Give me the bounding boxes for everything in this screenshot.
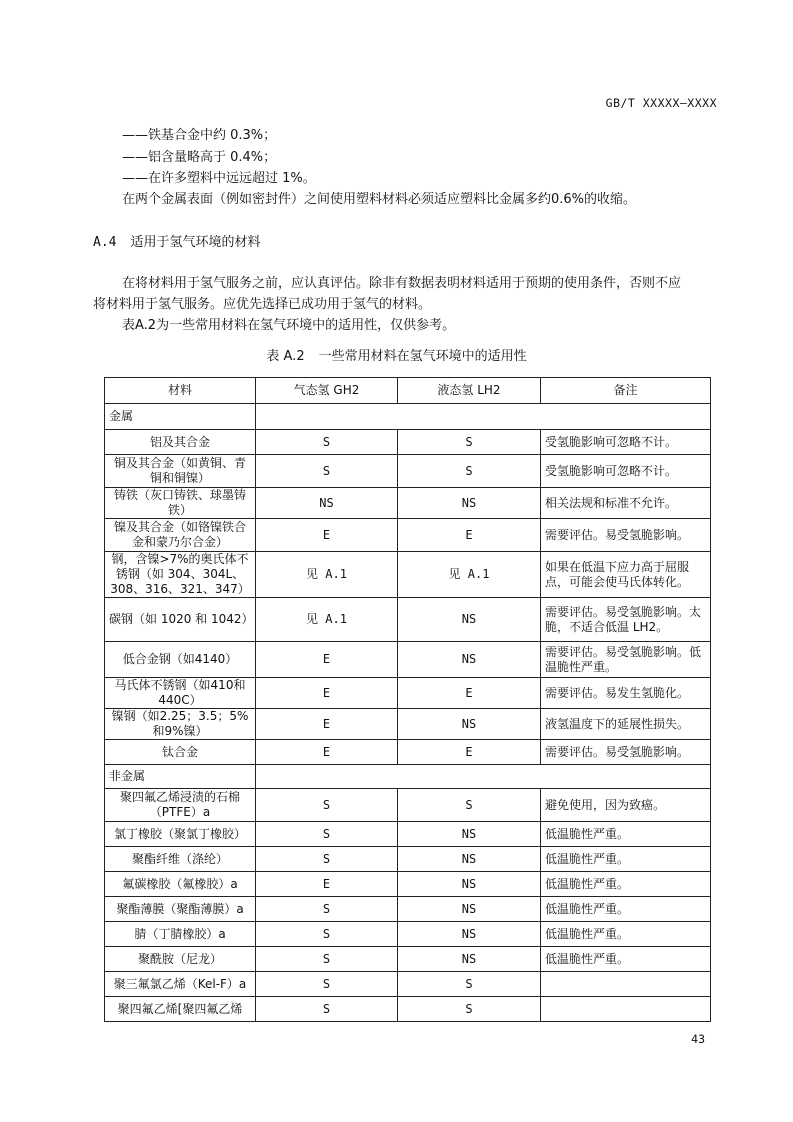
lh2-cell: NS xyxy=(398,897,541,922)
note-cell: 液氢温度下的延展性损失。 xyxy=(541,709,711,740)
table-row xyxy=(105,897,711,922)
material-cell: 钢，含镍>7%的奥氏体不锈钢（如 304、304L、308、316、321、347） xyxy=(105,552,256,598)
group-row-nonmetals xyxy=(105,765,711,789)
material-cell: 氯丁橡胶（聚氯丁橡胶） xyxy=(105,822,256,847)
note-cell: 需要评估。易受氢脆影响。低温脆性严重。 xyxy=(541,642,711,678)
note-cell: 受氢脆影响可忽略不计。 xyxy=(541,430,711,455)
paragraph-1: 在将材料用于氢气服务之前，应认真评估。除非有数据表明材料适用于预期的使用条件，否则不应 xyxy=(122,276,682,291)
table-row xyxy=(105,455,711,488)
gh2-cell: S xyxy=(256,822,398,847)
paragraph-2: 表A.2为一些常用材料在氢气环境中的适用性，仅供参考。 xyxy=(122,318,456,333)
paragraph-1-continued: 将材料用于氢气服务。应优先选择已成功用于氢气的材料。 xyxy=(93,297,432,312)
note-cell: 低温脆性严重。 xyxy=(541,872,711,897)
material-cell: 钛合金 xyxy=(105,740,256,765)
material-cell: 镍及其合金（如铬镍铁合金和蒙乃尔合金） xyxy=(105,519,256,552)
gh2-cell: S xyxy=(256,430,398,455)
header-note: 备注 xyxy=(541,378,711,404)
lh2-cell: S xyxy=(398,430,541,455)
gh2-cell: S xyxy=(256,922,398,947)
table-row xyxy=(105,430,711,455)
lh2-cell: NS xyxy=(398,488,541,519)
note-cell: 低温脆性严重。 xyxy=(541,947,711,972)
group-row-blank xyxy=(256,765,711,789)
intro-line-4: 在两个金属表面（例如密封件）之间使用塑料材料必须适应塑料比金属多约0.6%的收缩。 xyxy=(122,192,637,207)
table-row xyxy=(105,822,711,847)
material-cell: 低合金钢（如4140） xyxy=(105,642,256,678)
lh2-cell: NS xyxy=(398,709,541,740)
gh2-cell: S xyxy=(256,789,398,822)
gh2-cell: E xyxy=(256,740,398,765)
table-header-row xyxy=(105,378,711,404)
table-caption xyxy=(0,347,793,367)
note-cell: 低温脆性严重。 xyxy=(541,922,711,947)
materials-table xyxy=(104,377,711,1022)
gh2-cell: E xyxy=(256,709,398,740)
table-row xyxy=(105,488,711,519)
note-cell: 低温脆性严重。 xyxy=(541,822,711,847)
section-title: 适用于氢气环境的材料 xyxy=(130,235,261,250)
lh2-cell: E xyxy=(398,740,541,765)
lh2-cell: NS xyxy=(398,872,541,897)
lh2-cell: NS xyxy=(398,847,541,872)
note-cell: 相关法规和标准不允许。 xyxy=(541,488,711,519)
lh2-cell: S xyxy=(398,455,541,488)
group-row-metals xyxy=(105,404,711,430)
lh2-cell: S xyxy=(398,789,541,822)
group-label-nonmetals: 非金属 xyxy=(105,765,256,789)
section-number: A.4 xyxy=(93,235,117,250)
note-cell: 需要评估。易发生氢脆化。 xyxy=(541,678,711,709)
group-label-metals: 金属 xyxy=(105,404,256,430)
material-cell: 聚酰胺（尼龙） xyxy=(105,947,256,972)
lh2-cell: E xyxy=(398,678,541,709)
note-cell: 如果在低温下应力高于屈服点，可能会使马氏体转化。 xyxy=(541,552,711,598)
gh2-cell: E xyxy=(256,642,398,678)
gh2-cell: NS xyxy=(256,488,398,519)
standard-number: GB/T XXXXX—XXXX xyxy=(605,96,717,110)
note-cell: 受氢脆影响可忽略不计。 xyxy=(541,455,711,488)
table-row xyxy=(105,598,711,642)
gh2-cell: E xyxy=(256,678,398,709)
gh2-cell: S xyxy=(256,997,398,1022)
table-caption-number: 表 A.2 xyxy=(266,349,305,364)
table-row xyxy=(105,789,711,822)
table-row xyxy=(105,740,711,765)
note-cell: 低温脆性严重。 xyxy=(541,847,711,872)
table-row xyxy=(105,947,711,972)
gh2-cell: S xyxy=(256,847,398,872)
lh2-cell: E xyxy=(398,519,541,552)
header-lh2: 液态氢 LH2 xyxy=(398,378,541,404)
note-cell: 需要评估。易受氢脆影响。太脆，不适合低温 LH2。 xyxy=(541,598,711,642)
gh2-cell: 见 A.1 xyxy=(256,552,398,598)
table-row xyxy=(105,709,711,740)
material-cell: 碳钢（如 1020 和 1042） xyxy=(105,598,256,642)
lh2-cell: S xyxy=(398,997,541,1022)
table-row xyxy=(105,872,711,897)
table-row xyxy=(105,972,711,997)
lh2-cell: S xyxy=(398,972,541,997)
lh2-cell: NS xyxy=(398,922,541,947)
material-cell: 铸铁（灰口铸铁、球墨铸铁） xyxy=(105,488,256,519)
material-cell: 聚酯薄膜（聚酯薄膜）a xyxy=(105,897,256,922)
group-row-blank xyxy=(256,404,711,430)
intro-line-3: ——在许多塑料中远远超过 1%。 xyxy=(122,171,316,186)
intro-line-1: ——铁基合金中约 0.3%； xyxy=(122,128,277,143)
table-row xyxy=(105,642,711,678)
table-row xyxy=(105,552,711,598)
material-cell: 马氏体不锈钢（如410和440C） xyxy=(105,678,256,709)
header-material: 材料 xyxy=(105,378,256,404)
table-row xyxy=(105,922,711,947)
material-cell: 铜及其合金（如黄铜、青铜和铜镍） xyxy=(105,455,256,488)
table-row xyxy=(105,678,711,709)
note-cell: 避免使用，因为致癌。 xyxy=(541,789,711,822)
section-heading xyxy=(93,233,261,253)
lh2-cell: NS xyxy=(398,822,541,847)
table-row xyxy=(105,847,711,872)
gh2-cell: S xyxy=(256,897,398,922)
header-gh2: 气态氢 GH2 xyxy=(256,378,398,404)
note-cell xyxy=(541,997,711,1022)
lh2-cell: NS xyxy=(398,642,541,678)
material-cell: 镍钢（如2.25；3.5；5%和9%镍） xyxy=(105,709,256,740)
material-cell: 聚三氟氯乙烯（Kel-F）a xyxy=(105,972,256,997)
lh2-cell: 见 A.1 xyxy=(398,552,541,598)
gh2-cell: 见 A.1 xyxy=(256,598,398,642)
intro-line-2: ——铝含量略高于 0.4%； xyxy=(122,150,277,165)
gh2-cell: S xyxy=(256,455,398,488)
lh2-cell: NS xyxy=(398,598,541,642)
gh2-cell: E xyxy=(256,519,398,552)
page-number: 43 xyxy=(691,1032,705,1046)
material-cell: 聚酯纤维（涤纶） xyxy=(105,847,256,872)
note-cell: 需要评估。易受氢脆影响。 xyxy=(541,740,711,765)
material-cell: 腈（丁腈橡胶）a xyxy=(105,922,256,947)
note-cell: 低温脆性严重。 xyxy=(541,897,711,922)
material-cell: 聚四氟乙烯浸渍的石棉（PTFE）a xyxy=(105,789,256,822)
material-cell: 铝及其合金 xyxy=(105,430,256,455)
material-cell: 聚四氟乙烯[聚四氟乙烯 xyxy=(105,997,256,1022)
lh2-cell: NS xyxy=(398,947,541,972)
table-caption-title: 一些常用材料在氢气环境中的适用性 xyxy=(318,349,527,364)
note-cell: 需要评估。易受氢脆影响。 xyxy=(541,519,711,552)
note-cell xyxy=(541,972,711,997)
gh2-cell: S xyxy=(256,947,398,972)
gh2-cell: S xyxy=(256,972,398,997)
table-row xyxy=(105,997,711,1022)
material-cell: 氟碳橡胶（氟橡胶）a xyxy=(105,872,256,897)
gh2-cell: E xyxy=(256,872,398,897)
table-row xyxy=(105,519,711,552)
